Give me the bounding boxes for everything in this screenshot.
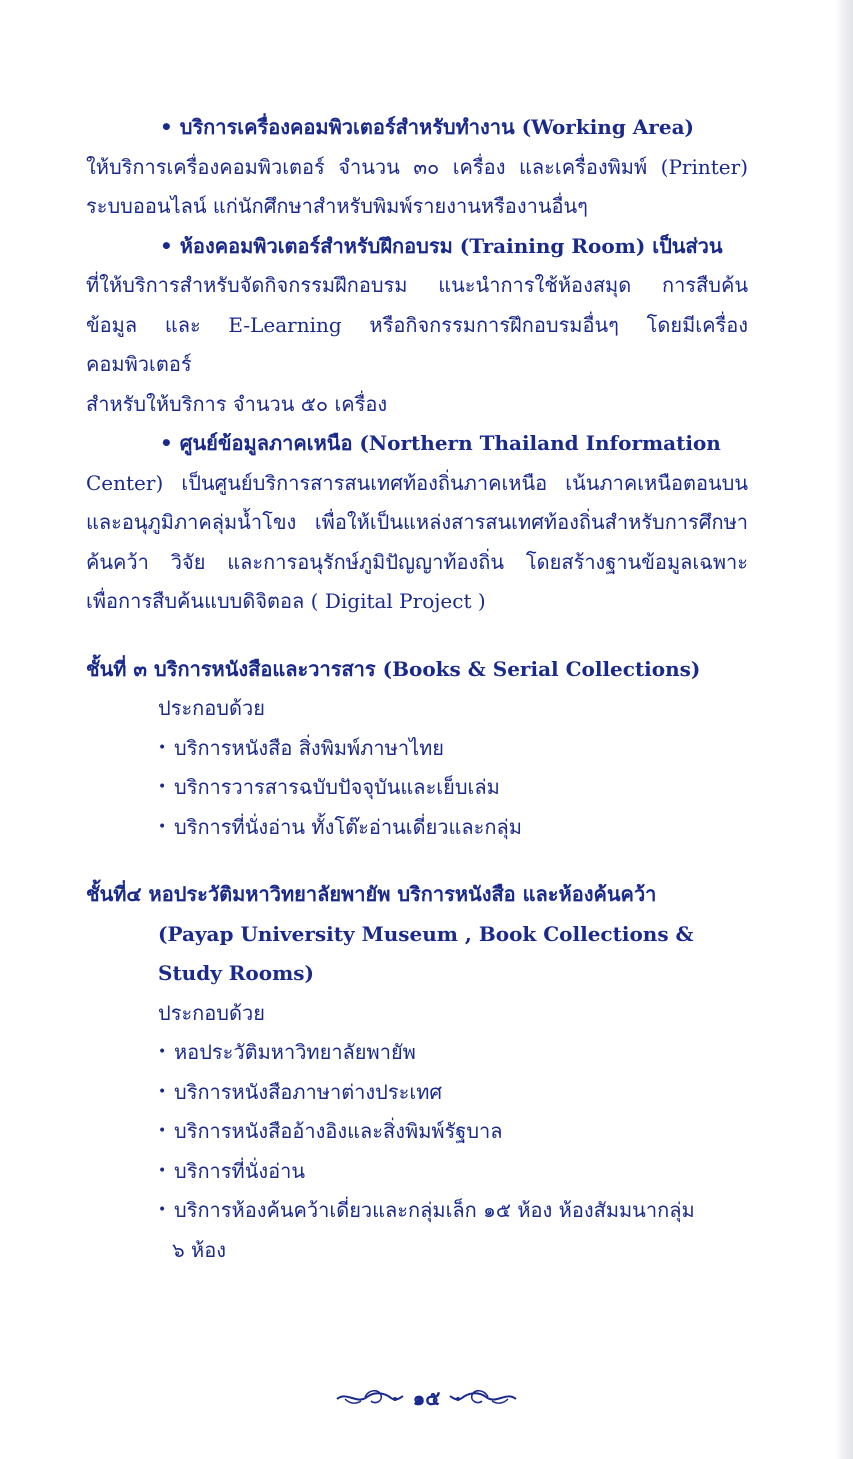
northern-center-line-1: Center) เป็นศูนย์บริการสารสนเทศท้องถิ่นภาคเหนือ เน้นภาคเหนือตอนบน	[86, 470, 748, 495]
list-item-continuation: ๖ ห้อง	[172, 1237, 227, 1262]
floor-3-list	[86, 729, 748, 848]
floor-4-list-continuation	[86, 1231, 748, 1271]
list-item: • บริการหนังสือภาษาต่างประเทศ	[158, 1073, 748, 1113]
ornament-left-icon	[335, 1387, 405, 1409]
list-item: • บริการห้องค้นคว้าเดี่ยวและกลุ่มเล็ก ๑๕ ห้อง ห้องสัมมนากลุ่ม	[158, 1191, 748, 1231]
training-room-line-2: ข้อมูล และ E-Learning หรือกิจกรรมการฝึกอบรมอื่นๆ โดยมีเครื่องคอมพิวเตอร์	[86, 312, 748, 376]
northern-center-block	[86, 424, 748, 622]
floor-3-intro: ประกอบด้วย	[158, 696, 265, 720]
northern-center-heading: • ศูนย์ข้อมูลภาคเหนือ (Northern Thailand Information	[160, 431, 721, 455]
page-number: ๑๕	[412, 1386, 441, 1410]
floor-3-title: ชั้นที่ ๓ บริการหนังสือและวารสาร (Books & Serial Collections)	[86, 656, 701, 681]
document-body	[86, 108, 748, 1270]
page-edge-shadow	[835, 0, 853, 1459]
floor-4-list	[86, 1033, 748, 1231]
working-area-line-2: ระบบออนไลน์ แก่นักศึกษาสำหรับพิมพ์รายงานหรืองานอื่นๆ	[86, 194, 588, 218]
list-item: • บริการที่นั่งอ่าน ทั้งโต๊ะอ่านเดี่ยวและกลุ่ม	[158, 808, 748, 848]
spacer	[86, 622, 748, 644]
training-room-block	[86, 227, 748, 425]
page-footer	[0, 1380, 853, 1416]
floor-4-subtitle: (Payap University Museum , Book Collections & Study Rooms)	[158, 921, 694, 985]
northern-center-line-2: และอนุภูมิภาคลุ่มน้ำโขง เพื่อให้เป็นแหล่งสารสนเทศท้องถิ่นสำหรับการศึกษา	[86, 510, 748, 534]
northern-center-line-4: เพื่อการสืบค้นแบบดิจิตอล ( Digital Project )	[86, 589, 486, 613]
working-area-block	[86, 108, 748, 227]
list-item: • บริการหนังสืออ้างอิงและสิ่งพิมพ์รัฐบาล	[158, 1112, 748, 1152]
working-area-heading: • บริการเครื่องคอมพิวเตอร์สำหรับทำงาน (Working Area)	[160, 115, 694, 139]
ornament-right-icon	[448, 1387, 518, 1409]
training-room-line-3: สำหรับให้บริการ จำนวน ๕๐ เครื่อง	[86, 391, 388, 416]
floor-4-title: ชั้นที่๔ หอประวัติมหาวิทยาลัยพายัพ บริการหนังสือ และห้องค้นคว้า	[86, 882, 657, 906]
training-room-line-1: ที่ให้บริการสำหรับจัดกิจกรรมฝึกอบรม แนะนำการใช้ห้องสมุด การสืบค้น	[86, 273, 748, 297]
spacer	[86, 847, 748, 869]
floor-4-intro: ประกอบด้วย	[158, 1000, 265, 1025]
northern-center-line-3: ค้นคว้า วิจัย และการอนุรักษ์ภูมิปัญญาท้องถิ่น โดยสร้างฐานข้อมูลเฉพาะ	[86, 549, 748, 574]
list-item: • หอประวัติมหาวิทยาลัยพายัพ	[158, 1033, 748, 1073]
training-room-heading: • ห้องคอมพิวเตอร์สำหรับฝึกอบรม (Training Room) เป็นส่วน	[160, 233, 723, 258]
floor-3-section	[86, 650, 748, 848]
working-area-line-1: ให้บริการเครื่องคอมพิวเตอร์ จำนวน ๓๐ เครื่อง และเครื่องพิมพ์ (Printer)	[86, 154, 748, 179]
list-item: • บริการที่นั่งอ่าน	[158, 1152, 748, 1192]
list-item: • บริการวารสารฉบับปัจจุบันและเย็บเล่ม	[158, 768, 748, 808]
floor-4-section	[86, 875, 748, 1270]
list-item: • บริการหนังสือ สิ่งพิมพ์ภาษาไทย	[158, 729, 748, 769]
